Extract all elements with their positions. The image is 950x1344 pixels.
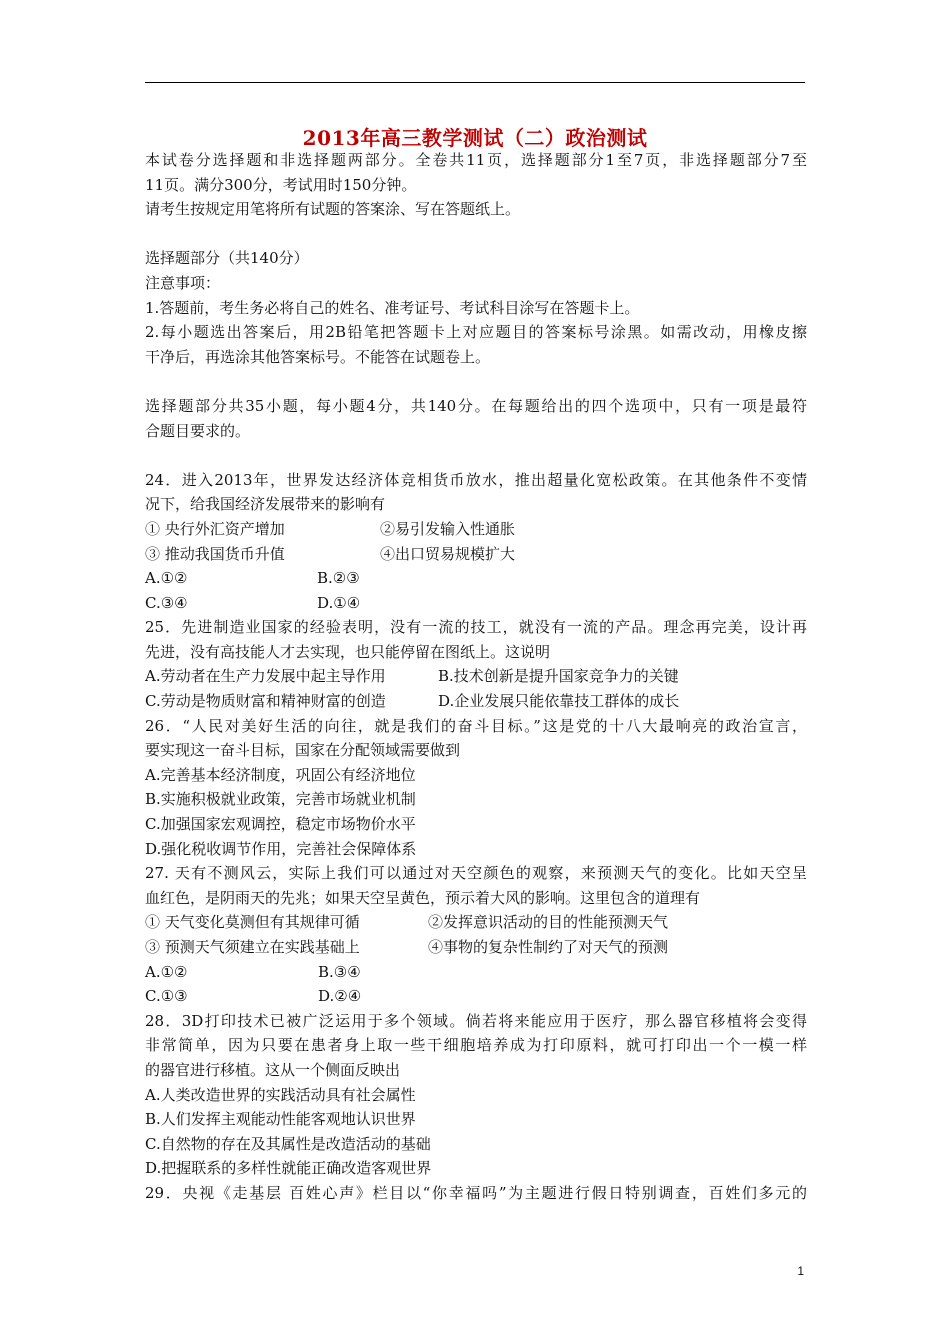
question-26-stem: 要实现这一奋斗目标，国家在分配领域需要做到: [145, 741, 461, 760]
statement: ④出口贸易规模扩大: [380, 544, 516, 563]
option-a: A.人类改造世界的实践活动具有社会属性: [145, 1085, 416, 1104]
option-row: [145, 984, 807, 1009]
option-c: C.①③: [145, 987, 188, 1006]
statement: ④事物的复杂性制约了对天气的预测: [428, 938, 669, 956]
header-rule: [145, 82, 805, 83]
statement: ②易引发输入性通胀: [380, 519, 516, 538]
question-24-stem: 况下，给我国经济发展带来的影响有: [145, 495, 386, 514]
option-row: [145, 566, 807, 591]
question-29-stem: 29．央视《走基层 百姓心声》栏目以“你幸福吗”为主题进行假日特别调查，百姓们多元的: [145, 1183, 807, 1202]
intro-line: 11页。满分300分，考试用时150分钟。: [145, 175, 417, 194]
option-c: C.劳动是物质财富和精神财富的创造: [145, 692, 386, 711]
question-25-stem: 先进，没有高技能人才去实现，也只能停留在图纸上。这说明: [145, 642, 551, 661]
option-row: [145, 689, 807, 714]
notice-item: 干净后，再选涂其他答案标号。不能答在试题卷上。: [145, 347, 491, 366]
question-27-stem: 血红色，是阴雨天的先兆；如果天空呈黄色，预示着大风的影响。这里包含的道理有: [145, 888, 701, 907]
statement-row: [145, 910, 807, 935]
statement: ②发挥意识活动的目的性能预测天气: [428, 913, 669, 932]
option-c: C.③④: [145, 593, 188, 612]
option-a: A.①②: [145, 962, 188, 981]
section-description: 选择题部分共35小题，每小题4分，共140分。在每题给出的四个选项中，只有一项是最符: [145, 396, 807, 415]
option-b: B.③④: [318, 962, 361, 981]
question-28-stem: 非常简单，因为只要在患者身上取一些干细胞培养成为打印原料，就可打印出一个一模一样: [145, 1036, 807, 1055]
exam-title: 2013年高三教学测试（二）政治测试: [302, 126, 648, 150]
notice-item: 2.每小题选出答案后，用2B铅笔把答题卡上对应题目的答案标号涂黑。如需改动，用橡皮擦: [145, 323, 807, 342]
question-27-stem: 27. 天有不测风云，实际上我们可以通过对天空颜色的观察，来预测天气的变化。比如天空呈: [145, 864, 807, 883]
option-d: D.②④: [318, 987, 362, 1006]
option-b: B.②③: [317, 569, 360, 588]
option-row: [145, 960, 807, 985]
statement-row: [145, 517, 807, 542]
notice-item: 1.答题前，考生务必将自己的姓名、准考证号、考试科目涂写在答题卡上。: [145, 298, 640, 317]
statement: ③ 推动我国货币升值: [145, 544, 285, 563]
question-28-stem: 28．3D打印技术已被广泛运用于多个领域。倘若将来能应用于医疗，那么器官移植将会变得: [145, 1011, 807, 1030]
intro-line: 本试卷分选择题和非选择题两部分。全卷共11页，选择题部分1至7页，非选择题部分7至: [145, 151, 807, 169]
option-c: C.加强国家宏观调控，稳定市场物价水平: [145, 815, 416, 834]
option-d: D.把握联系的多样性就能正确改造客观世界: [145, 1159, 432, 1178]
option-b: B.技术创新是提升国家竞争力的关键: [438, 667, 679, 686]
option-b: B.人们发挥主观能动性能客观地认识世界: [145, 1110, 416, 1129]
document-body: [145, 148, 807, 1206]
option-d: D.强化税收调节作用，完善社会保障体系: [145, 839, 417, 858]
option-a: A.劳动者在生产力发展中起主导作用: [145, 667, 386, 686]
option-d: D.①④: [317, 593, 361, 612]
intro-line: 请考生按规定用笔将所有试题的答案涂、写在答题纸上。: [145, 200, 521, 219]
option-c: C.自然物的存在及其属性是改造活动的基础: [145, 1134, 431, 1153]
option-a: A.①②: [145, 569, 188, 588]
option-row: [145, 591, 807, 616]
question-26-stem: 26．“人民对美好生活的向往，就是我们的奋斗目标。”这是党的十八大最响亮的政治宣言，: [145, 716, 807, 735]
option-a: A.完善基本经济制度，巩固公有经济地位: [145, 765, 416, 784]
statement: ① 天气变化莫测但有其规律可循: [145, 913, 360, 932]
option-row: [145, 664, 807, 689]
notice-label: 注意事项：: [145, 273, 221, 292]
statement: ③ 预测天气须建立在实践基础上: [145, 938, 360, 956]
page-number: 1: [797, 1264, 804, 1278]
statement: ① 央行外汇资产增加: [145, 519, 285, 538]
section-description: 合题目要求的。: [145, 421, 251, 440]
statement-row: [145, 935, 807, 960]
option-b: B.实施积极就业政策，完善市场就业机制: [145, 790, 416, 809]
section-heading: 选择题部分（共140分）: [145, 249, 309, 268]
question-25-stem: 25．先进制造业国家的经验表明，没有一流的技工，就没有一流的产品。理念再完美，设计再: [145, 618, 807, 637]
option-d: D.企业发展只能依靠技工群体的成长: [438, 692, 680, 711]
statement-row: [145, 542, 807, 567]
question-28-stem: 的器官进行移植。这从一个侧面反映出: [145, 1060, 401, 1079]
question-24-stem: 24．进入2013年，世界发达经济体竞相货币放水，推出超量化宽松政策。在其他条件不变情: [145, 470, 807, 489]
